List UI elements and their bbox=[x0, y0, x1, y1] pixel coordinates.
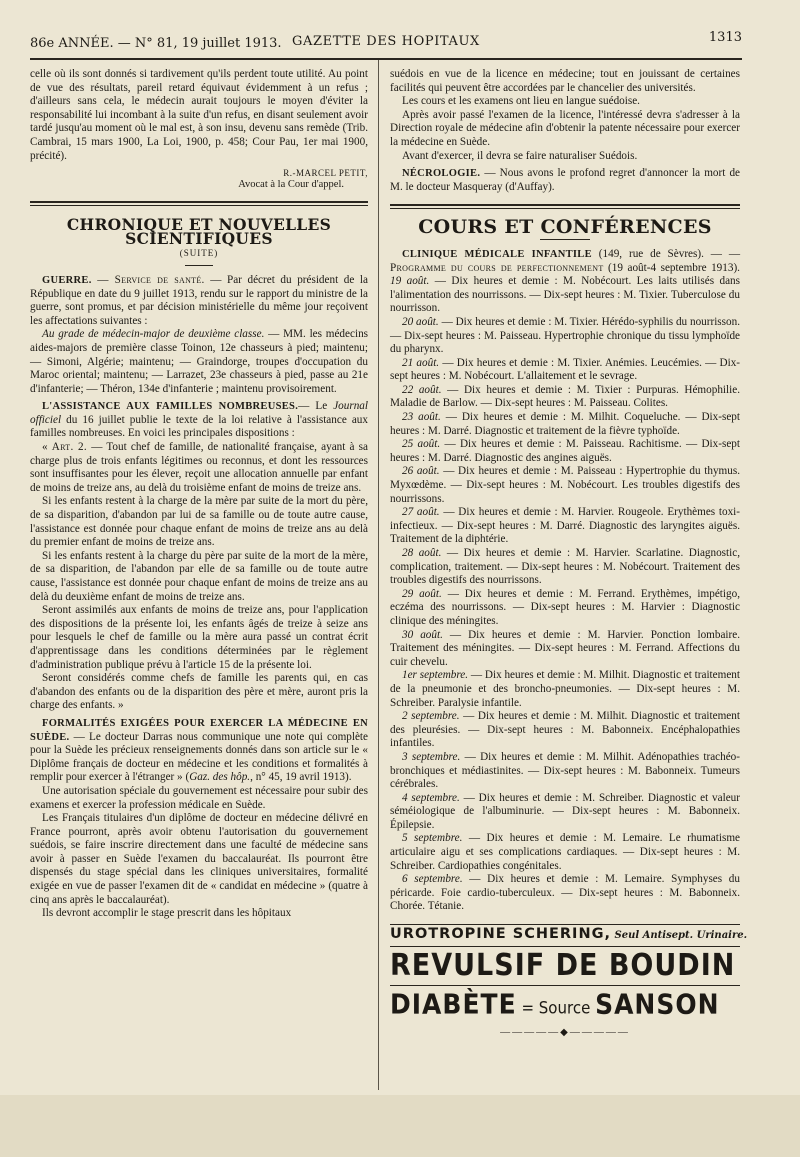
assistance-journal: Journal officiel bbox=[30, 400, 368, 426]
intro-paragraph: celle où ils sont donnés si tardivement qu'ils perdent toute utilité. Au point de vue des résultats, pareil retard équivaut évidemment à un refus ; d'ailleurs sans cela, le médecin aurait toujours le moyen d'éviter la responsabilité lui incombant à la suite d'un refus, en disant seulement avoir tardé jusqu'au moment où le mal est, à son insu, devenu sans remède (Trib. Cambrai, 15 mars 1900, La Loi, 1900, p. 458; Cour Pau, 1er mai 1900, précité). bbox=[30, 68, 368, 162]
journal-title: GAZETTE DES HOPITAUX bbox=[292, 34, 480, 49]
entry-text: — Dix heures et demie : M. Tixier : Purpuras. Hémophilie. Maladie de Barlow. — Dix-sept heures : M. Paisseau. Colites. bbox=[390, 383, 740, 410]
entry-text: — Dix heures et demie : M. Paisseau. Rachitisme. — Dix-sept heures : M. Darré. Diagnostic des angines aiguës. bbox=[390, 438, 740, 464]
entry-date: 1er septembre. bbox=[402, 669, 469, 682]
ad-diabete-source: = Source bbox=[516, 997, 596, 1018]
langue-paragraph: Les cours et les examens ont lieu en langue suédoise. bbox=[402, 95, 640, 108]
necrologie-paragraph bbox=[390, 167, 740, 194]
cours-section-rule bbox=[390, 204, 740, 206]
ad-diabete bbox=[390, 987, 740, 1026]
short-rule bbox=[185, 265, 213, 266]
ad-urotropine-tagline: Seul Antisept. Urinaire. bbox=[611, 930, 748, 942]
paragraph-6: Une autorisation spéciale du gouvernement est nécessaire pour subir des examens et exercer la profession médicale en Suède. bbox=[30, 784, 368, 811]
list-item bbox=[390, 710, 740, 751]
signature-title: Avocat à la Cour d'appel. bbox=[238, 179, 344, 191]
page-number: 1313 bbox=[708, 30, 742, 45]
entry-date: 4 septembre. bbox=[402, 791, 460, 804]
list-item bbox=[390, 465, 740, 506]
entry-date: 2 septembre. bbox=[402, 710, 460, 723]
paragraph-3: Si les enfants restent à la charge du père par suite de la mort de la mère, de sa disparition, de l'abandon par elle de sa famille ou de toute autre cause, l'assistance est donnée pour chaque enfant de moins de treize ans au delà du deuxième enfant de moins de treize ans. bbox=[30, 549, 368, 603]
paragraph-4: Seront assimilés aux enfants de moins de treize ans, pour l'application des dispositions de la présente loi, les enfants âgés de treize à seize ans pour lesquels le chef de famille ou la mère aura passé un contrat écrit d'apprentissage dans les conditions déterminées par le règlement d'administration publique prévu à l'article 15 de la présente loi. bbox=[30, 604, 368, 671]
list-item bbox=[390, 629, 740, 670]
entry-text: — Dix heures et demie : M. Schreiber. Diagnostic et valeur séméiologique de l'albuminurie. — Dix-sept heures : M. Babonneix. Épilepsie. bbox=[390, 791, 740, 831]
guerre-text: — Par décret du président de la République en date du 9 juillet 1913, rendu sur le rapport du ministre de la guerre, sont promus, et par décision ministérielle du même jour reçoivent les affectations suivantes : bbox=[30, 273, 369, 327]
left-column bbox=[30, 68, 368, 921]
entry-date: 22 août. bbox=[402, 383, 442, 396]
entry-text: — Dix heures et demie : M. Ferrand. Erythèmes, impétigo, eczéma des nourrissons. — Dix-sept heures : M. Harvier : Diagnostic clinique des méningites. bbox=[390, 587, 741, 627]
cours-title: COURS ET CONFÉRENCES bbox=[418, 216, 712, 239]
ad-revulsif: REVULSIF DE BOUDIN bbox=[390, 947, 736, 983]
paragraph-7: Les Français titulaires d'un diplôme de docteur en médecine délivré en France pourront, après avoir obtenu l'autorisation du gouvernement suédois, se faire inscrire directement dans une faculté de médecine sans avoir à passer en Suède l'examen du baccalauréat. Ils pourront être dispensés du stage spécial dans les cliniques universitaires, formalité exigée en vue de passer l'examen dit de « candidat en médecine » (quatre à cinq ans après le baccalauréat). bbox=[30, 812, 368, 906]
list-item bbox=[390, 832, 740, 873]
licence-paragraph: Après avoir passé l'examen de la licence, l'intéressé devra s'adresser à la Direction royale de médecine afin d'obtenir la patente nécessaire pour exercer la médecine en Suède. bbox=[390, 108, 740, 148]
entry-text: — Dix heures et demie : M. Lemaire. Le rhumatisme articulaire aigu et ses complications cardiaques. — Dix-sept heures : M. Schreiber. Cardiopathies congénitales. bbox=[390, 832, 740, 872]
formalites-label: FORMALITÉS EXIGÉES POUR EXERCER LA MÉDECINE EN SUÈDE. bbox=[30, 717, 368, 743]
formalites-text-a: — Le docteur Darras nous communique une note qui complète pour la Suède les précieux renseignements donnés dans son article sur le « Diplôme français de docteur en médecine et les conditions et formalités à remplir pour exercer à l'étranger » ( bbox=[30, 730, 369, 784]
entry-date: 6 septembre. bbox=[402, 873, 463, 886]
formalites-ref: Gaz. des hôp. bbox=[189, 771, 251, 784]
entry-date: 26 août. bbox=[402, 465, 440, 478]
programme-label: Programme du cours de perfectionnement bbox=[390, 261, 604, 274]
necrologie-label: NÉCROLOGIE. bbox=[402, 168, 481, 180]
entry-text: — Dix heures et demie : M. Harvier. Rougeole. Erythèmes toxi-infectieux. — Dix-sept heures : M. Darré. Diagnostic des laryngites aiguës. Traitement de la diphtérie. bbox=[390, 506, 741, 546]
entry-date: 19 août. bbox=[390, 275, 430, 288]
article-paragraph bbox=[30, 441, 368, 495]
signature-name: R.-MARCEL PETIT, bbox=[283, 168, 368, 179]
entry-date: 27 août. bbox=[402, 506, 440, 519]
guerre-grade-paragraph bbox=[30, 328, 368, 396]
entry-text: — Dix heures et demie : M. Harvier. Scarlatine. Diagnostic, complication, traitement. — Dix-sept heures : M. Nobécourt. Traitement des troubles digestifs des nourrissons. bbox=[390, 547, 741, 587]
ad-urotropine-text: UROTROPINE SCHERING, bbox=[390, 926, 611, 943]
entry-date: 29 août. bbox=[402, 587, 442, 600]
entry-text: — Dix heures et demie : M. Harvier. Ponction lombaire. Traitement des méningites. — Dix-sept heures : M. Ferrand. Affections du cuir chevelu. bbox=[390, 628, 741, 668]
ad-rule bbox=[390, 985, 740, 986]
assistance-label: L'ASSISTANCE AUX FAMILLES NOMBREUSES. bbox=[42, 401, 299, 413]
list-item bbox=[390, 384, 740, 411]
entry-text: — Dix heures et demie : M. Tixier. Hérédo-syphilis du nourrisson. — Dix-sept heures : M. Paisseau. Hypertrophie chronique du tissu lymphoïde du pharynx. bbox=[390, 315, 741, 356]
page-header bbox=[30, 30, 742, 54]
clinique-address: (149, rue de Sèvres). — — bbox=[591, 247, 741, 260]
entry-date: 5 septembre. bbox=[402, 832, 463, 845]
right-column bbox=[390, 68, 748, 1039]
cours-short-rule bbox=[540, 239, 590, 240]
list-item bbox=[390, 873, 740, 914]
entry-date: 23 août. bbox=[402, 411, 441, 424]
entry-text: — Dix heures et demie : M. Milhit. Adénopathies trachéo-bronchiques et médiastinites. — Dix-sept heures : M. Babonneix. Tumeurs cérébrales. bbox=[390, 750, 741, 791]
article-label: « Art. 2. bbox=[42, 441, 88, 454]
guerre-paragraph bbox=[30, 274, 368, 328]
list-item bbox=[390, 411, 740, 438]
paragraph-8: Ils devront accomplir le stage prescrit dans les hôpitaux bbox=[42, 907, 292, 920]
guerre-grade-text: — MM. les médecins aides-majors de première classe Toinon, 12e chasseurs à pied; maintenu; — Simoni, Algérie; maintenu; — Graindorge, troupes d'occupation du Maroc oriental; maintenu; — Larrazet, 23e chasseurs à pied, passe au 21e d'infanterie; — Théron, 134e d'infanterie ; maintenu provisoirement. bbox=[30, 328, 369, 395]
page-bottom-margin bbox=[0, 1095, 800, 1157]
entry-text: — Dix heures et demie : M. Lemaire. Symphyses du péricarde. Foie cardio-tuberculeux. — Dix-sept heures : M. Babonneix. Chorée. Tétanie. bbox=[390, 873, 740, 913]
guerre-label: GUERRE. bbox=[42, 274, 92, 286]
list-item bbox=[390, 438, 740, 465]
list-item bbox=[390, 357, 740, 384]
entry-date: 28 août. bbox=[402, 547, 442, 559]
entry-text: — Dix heures et demie : M. Milhit. Diagnostic et traitement des pleurésies. — Dix-sept heures : M. Babonneix. Encéphalopathies infantiles. bbox=[390, 710, 740, 750]
guerre-grade: Au grade de médecin-major de deuxième classe. bbox=[42, 328, 265, 341]
list-item bbox=[390, 316, 740, 357]
section-rule bbox=[30, 201, 368, 203]
assistance-text-a: — Le bbox=[298, 400, 334, 413]
paragraph-2: Si les enfants restent à la charge de la mère par suite de la mort du père, de sa disparition, d'abandon par lui de sa famille ou de toute autre cause, l'assistance est donnée pour chaque enfant de moins de treize ans au delà du premier enfant de moins de treize ans. bbox=[30, 495, 368, 549]
header-rule bbox=[30, 58, 742, 60]
ad-rule bbox=[390, 924, 740, 925]
list-item bbox=[390, 669, 740, 710]
naturalisation-paragraph: Avant d'exercer, il devra se faire naturaliser Suédois. bbox=[402, 149, 638, 162]
column-divider bbox=[378, 60, 379, 1090]
assistance-text-b: du 16 juillet publie le texte de la loi relative à l'assistance aux familles nombreuses. En voici les principales dispositions : bbox=[30, 413, 368, 440]
entry-text: — Dix heures et demie : M. Paisseau : Hypertrophie du thymus. Myxœdème. — Dix-sept heures : M. Nobécourt. Les troubles digestifs des nourrissons. bbox=[390, 465, 741, 505]
section-title: CHRONIQUE ET NOUVELLES SCIENTIFIQUES bbox=[66, 215, 332, 248]
entry-text: — Dix heures et demie : M. Milhit. Diagnostic et traitement de la pneumonie et des broncho-pneumonies. — Dix-sept heures : M. Schreiber. Paralysie infantile. bbox=[390, 669, 740, 709]
entry-text: — Dix heures et demie : M. Milhit. Coqueluche. — Dix-sept heures : M. Darré. Diagnostic et traitement de la fièvre typhoïde. bbox=[390, 411, 741, 437]
formalites-text-b: , n° 45, 19 avril 1913). bbox=[250, 771, 352, 784]
entry-date: 20 août. bbox=[402, 315, 439, 328]
ad-diabete-brand: SANSON bbox=[595, 987, 720, 1020]
clinique-paragraph bbox=[390, 248, 740, 316]
list-item bbox=[390, 547, 740, 588]
assistance-paragraph bbox=[30, 400, 368, 441]
section-suite: (SUITE) bbox=[179, 248, 219, 259]
cours-section-rule-thin bbox=[390, 208, 740, 209]
section-rule-thin bbox=[30, 205, 368, 206]
guerre-service: — Service de santé. bbox=[97, 273, 205, 286]
year-label: 86e ANNÉE. bbox=[30, 36, 114, 51]
ornament-divider: —————◆————— bbox=[500, 1026, 630, 1038]
list-item bbox=[390, 792, 740, 833]
continuation-paragraph: suédois en vue de la licence en médecine; tout en jouissant de certaines facilités qui peuvent être accordées par le chancelier des universités. bbox=[390, 68, 740, 94]
entry-text: — Dix heures et demie : M. Tixier. Anémies. Leucémies. — Dix-sept heures : M. Nobécourt. L'allaitement et le sevrage. bbox=[390, 356, 741, 383]
entry-date: 25 août. bbox=[402, 438, 441, 451]
entry-date: 21 août. bbox=[402, 356, 440, 369]
ad-rule bbox=[390, 946, 740, 947]
issue-info bbox=[30, 36, 282, 51]
entry-date: 30 août. bbox=[402, 628, 443, 641]
ad-urotropine bbox=[390, 926, 748, 943]
issue-label: — N° 81, 19 juillet 1913. bbox=[117, 36, 282, 51]
necrologie-text: — Nous avons le profond regret d'annoncer la mort de M. le docteur Masqueray (d'Auffay). bbox=[390, 167, 741, 193]
entry-date: 3 septembre. bbox=[402, 750, 461, 763]
formalites-paragraph bbox=[30, 717, 368, 785]
list-item bbox=[390, 588, 740, 629]
list-item bbox=[390, 751, 740, 792]
clinique-label: CLINIQUE MÉDICALE INFANTILE bbox=[402, 248, 592, 260]
advertisement-block bbox=[390, 924, 748, 1039]
list-item bbox=[390, 506, 740, 547]
ad-diabete-text: DIABÈTE bbox=[390, 987, 517, 1020]
article-text: — Tout chef de famille, de nationalité française, ayant à sa charge plus de trois enfants légitimes ou reconnus, et dont les ressources sont insuffisantes pour les élever, reçoit une allocation annuelle par enfant de moins de treize ans, au delà du troisième enfant de moins de treize ans. bbox=[30, 441, 368, 494]
entry-text: — Dix heures et demie : M. Nobécourt. Les laits utilisés dans l'alimentation des nourrissons. — Dix-sept heures : M. Tixier. Tuberculose du nourrisson. bbox=[390, 275, 740, 315]
programme-dates: (19 août-4 septembre 1913). bbox=[603, 261, 740, 274]
paragraph-5: Seront considérés comme chefs de famille les parents qui, en cas d'abandon des enfants ou de la disparition des père et mère, auront pris la charge des enfants. » bbox=[30, 672, 368, 712]
